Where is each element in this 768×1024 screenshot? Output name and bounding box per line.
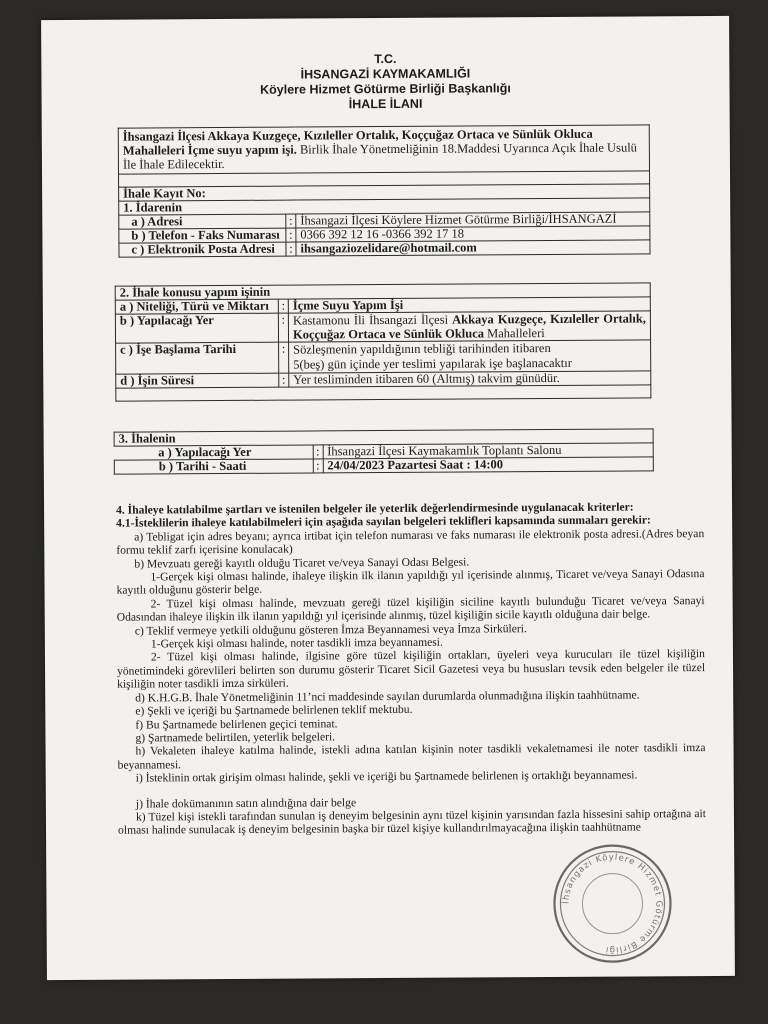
item-j: j) İhale dokümanının satın alındığına dair belge <box>135 795 357 811</box>
section4-heading: 4. İhaleye katılabilme şartları ve istenilen belgeler ile yeterlik değerlendirmesinde uygulanacak kriterler: <box>116 500 634 517</box>
intro-bold: İhsangazi İlçesi Akkaya Kuzgeçe, Kızılеller Ortalık, Koççuğaz Ortaca ve Sünlük Okluca Mahalleleri İçme suyu yapım işi. <box>122 126 593 158</box>
header-birlik: Köylere Hizmet Götürme Birliği Başkanlığı <box>260 81 511 97</box>
kayit-no-label: İhale Kayıt No: <box>119 184 650 201</box>
baslama-label: c ) İşe Başlama Tarihi <box>116 342 279 374</box>
sure-label: d ) İşin Süresi <box>116 373 279 388</box>
item-b2: 2- Tüzel kişi olması halinde, mevzuatı gereği tüzel kişiliğin siciline kayıtlı bulunduğu Ticaret ve/veya Sanayi Odasından ihaleye ilişkin ilk ilanın yapıldığı yıl içerisinde alınmış, tüzel kişiliğin sicile kayıtlı olduğuna dair belge. <box>116 593 705 624</box>
official-stamp <box>551 842 674 965</box>
yer-value-2: Akkaya Kuzgeçe, Kızılеller Ortalık, Koççuğaz Ortaca ve Sünlük Okluca <box>292 311 646 342</box>
baslama-value <box>289 340 651 373</box>
item-f: f) Bu Şartnamede belirlenen geçici teminat. <box>135 716 338 732</box>
ihale-tarih-value: 24/04/2023 Pazartesi Saat : 14:00 <box>323 457 654 473</box>
baslama-value-2: 5(beş) gün içinde yer teslimi yapılarak işe başlanacaktır <box>293 355 572 372</box>
telefon-value: 0366 392 12 16 -0366 392 17 18 <box>296 226 650 242</box>
item-k: k) Tüzel kişi istekli tarafından sunulan iş deneyim belgesinin aynı tüzel kişinin yarısından fazla hissesini sahip ortağına ait olması halinde sunulacak iş deneyim belgesinin başka bir tüzel kişiye kullandırılmayacağına ilişkin taahhütname <box>117 807 706 837</box>
item-e: e) Şekli ve içeriği bu Şartnamede belirlenen teklif mektubu. <box>135 702 413 718</box>
empty-row <box>116 385 651 401</box>
adres-label: a ) Adresi <box>119 214 286 229</box>
colon: : <box>313 459 323 473</box>
colon: : <box>279 373 289 387</box>
ihalenin-title: 3. İhalenin <box>114 429 653 446</box>
ihale-yer-label: a ) Yapılacağı Yer <box>114 445 313 460</box>
item-i: i) İsteklinin ortak girişim olması halinde, şekli ve içeriği bu Şartnamede belirlenen iş ortaklığı beyannamesi. <box>135 768 638 785</box>
nitelik-label: a ) Niteliği, Türü ve Miktarı <box>115 299 278 314</box>
header-kaymakamlik: İHSANGAZİ KAYMAKAMLIĞI <box>300 66 471 82</box>
ihale-tarih-label: b ) Tarihi - Saati <box>114 459 313 474</box>
item-c: c) Teklif vermeye yetkili olduğunu gösteren İmza Beyannamesi veya İmza Sirküleri. <box>134 621 527 638</box>
telefon-label: b ) Telefon - Faks Numarası <box>119 228 286 243</box>
yer-value <box>288 311 650 342</box>
item-h: h) Vekaleten ihaleye katılma halinde, istekli adına katılan kişinin noter tasdikli vekaletnamesi ile noter tasdikli imza beyannamesi. <box>117 741 706 772</box>
ihalenin-table <box>114 428 654 474</box>
conditions-text <box>116 500 706 837</box>
item-g: g) Şartnamede belirtilen, yeterlik belgeleri. <box>135 730 336 745</box>
colon: : <box>286 228 296 242</box>
colon: : <box>278 299 288 313</box>
intro-rest: Birlik İhale Yönetmeliğinin 18.Maddesi Uyarınca Açık İhale Usulü İle İhale Edilecektir. <box>122 140 637 172</box>
colon: : <box>279 342 289 373</box>
item-b1: 1-Gerçek kişi olması halinde, ihaleye ilişkin ilk ilanın yapıldığı yıl içerisinde alınmış, Ticaret ve/veya Sanayi Odasına kayıtlı olduğunu gösterir belge. <box>116 567 705 598</box>
document-page <box>41 16 735 980</box>
item-c1: 1-Gerçek kişi olması halinde, noter tasdikli imza beyannamesi. <box>150 635 443 651</box>
item-a: a) Tebligat için adres beyanı; ayrıca irtibat için telefon numarası ve faks numarası ile elektronik posta adresi.(Adres beyan formu teklif zarfı içerisine konulacak) <box>116 526 705 557</box>
colon: : <box>286 214 296 228</box>
eposta-value: ihsangaziozelidare@hotmail.com <box>296 240 650 256</box>
item-b: b) Mevzuatı gereği kayıtlı olduğu Ticaret ve/veya Sanayi Odası Belgesi. <box>134 555 470 571</box>
ihale-yer-value: İhsangazi İlçesi Kaymakamlık Toplantı Salonu <box>323 443 654 459</box>
konu-table <box>115 282 652 401</box>
document-header <box>41 50 729 114</box>
colon: : <box>313 445 323 459</box>
section41-heading: 4.1-İsteklilerin ihaleye katılabilmeleri için aşağıda sayılan belgeleri teklifleri kapsamında sunmaları gerekir: <box>116 513 651 531</box>
konu-title: 2. İhale konusu yapım işinin <box>115 283 650 300</box>
item-c2: 2- Tüzel kişi olması halinde, ilgisine göre tüzel kişiliğin ortakları, üyeleri veya kurucuları ile tüzel kişiliğin yönetimindeki görevlileri belirten son durumu gösterir Ticaret Sicil Gazetesi veya bu hususları tevsik eden belgeler ile tüzel kişiliğin noter tasdikli imza sirküleri. <box>117 647 706 691</box>
yer-value-1: Kastamonu İli İhsangazi İlçesi <box>292 312 453 328</box>
yer-label: b ) Yapılacağı Yer <box>115 313 278 343</box>
yer-value-3: Mahalleleri <box>483 326 545 341</box>
stamp-text: İhsangazi Köylere Hizmet Götürme Birliği <box>561 852 664 955</box>
header-tc: T.C. <box>374 51 397 67</box>
idarenin-title: 1. İdarenin <box>119 198 650 215</box>
sure-value: Yer tesliminden itibaren 60 (Altmış) takvim günüdür. <box>289 371 651 387</box>
intro-cell <box>118 125 649 174</box>
colon: : <box>278 313 288 342</box>
nitelik-value: İçme Suyu Yapım İşi <box>288 297 650 313</box>
adres-value: İhsangazi İlçesi Köylere Hizmet Götürme Birliği/İHSANGAZİ <box>296 212 650 228</box>
baslama-value-1: Sözleşmenin yapıldığının tebliği tarihinden itibaren <box>293 341 551 357</box>
item-d: d) K.H.G.B. İhale Yönetmeliğinin 11’nci maddesinde sayılan durumlarda olunmadığına ilişkin taahhütname. <box>135 688 640 705</box>
idare-table <box>118 124 651 257</box>
colon: : <box>286 242 296 256</box>
header-ihale-ilani: İHALE İLANI <box>348 96 423 112</box>
eposta-label: c ) Elektronik Posta Adresi <box>119 242 286 257</box>
